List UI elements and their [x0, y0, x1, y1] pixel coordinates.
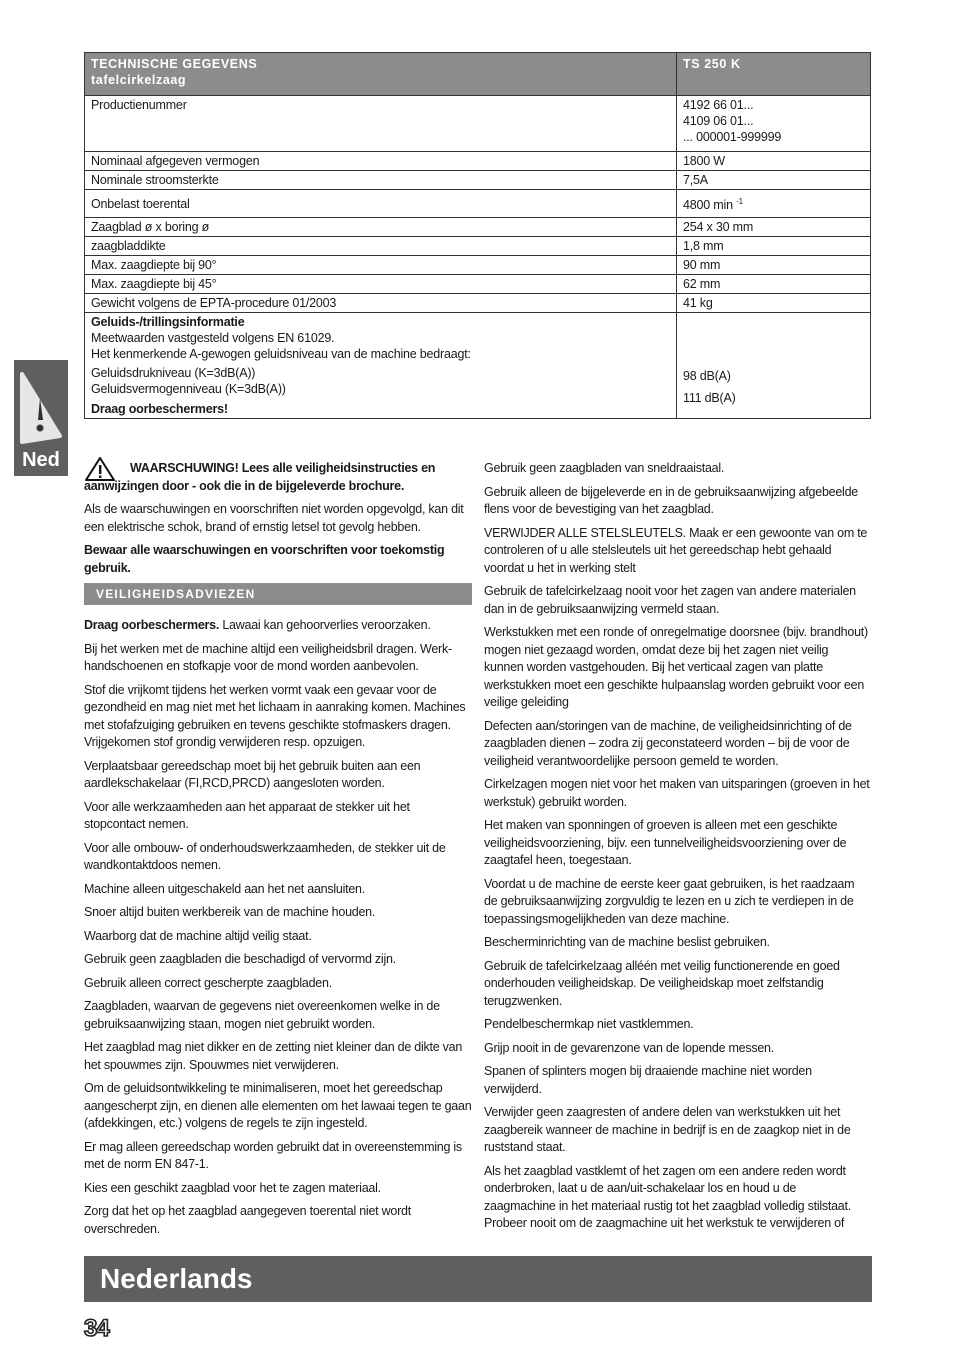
production-number: 4192 66 01... [683, 98, 754, 112]
safety-paragraph: Het maken van sponningen of groeven is alleen met een geschikte veiligheidsvoorziening, bijv. een tunnelveiligheidsvoorziening over de zaagtafel heen, toegestaan. [484, 818, 847, 867]
language-footer-bar [84, 1256, 872, 1302]
safety-paragraph: Verwijder geen zaagresten of andere delen van werkstukken uit het zaagbereik wanneer de machine in bedrijf is en de zaagkop niet in de ruststand staat. [484, 1105, 851, 1154]
noise-power-value: 111 dB(A) [683, 391, 736, 405]
spec-value: 4800 min [683, 198, 733, 213]
spec-label: Onbelast toerental [85, 190, 677, 218]
spec-value-unit-exponent: -1 [736, 196, 743, 206]
production-number: 4109 06 01... [683, 114, 754, 128]
warning-triangle-icon [84, 456, 116, 482]
safety-paragraph: Voordat u de machine de eerste keer gaat gebruiken, is het raadzaam de gebruiksaanwijzing zorgvuldig te lezen en u zich te verdiepen in de toepassingsmogelijkheden van deze machine. [484, 876, 855, 926]
noise-values-cell [677, 313, 871, 419]
spec-value-production [677, 96, 871, 152]
safety-paragraph: Bij het werken met de machine altijd een veiligheidsbril dragen. Werk-handschoenen en stofkapje voor de mond worden aanbevolen. [84, 641, 452, 673]
noise-title: Geluids-/trillingsinformatie [91, 315, 245, 329]
spec-row [85, 256, 871, 275]
safety-paragraph: Als het zaagblad vastklemt of het zagen om een andere reden wordt onderbroken, laat u de aan/uit-schakelaar los en houd u de zaagmachine in het materiaal rustig tot het zaagblad volledig stilstaat. Probeer nooit om de zaagmachine uit het werkstuk te verwijderen of [484, 1163, 851, 1230]
safety-paragraph: Snoer altijd buiten werkbereik van de machine houden. [84, 905, 376, 919]
noise-line: Meetwaarden vastgesteld volgens EN 61029. [91, 331, 335, 345]
safety-paragraph: Waarborg dat de machine altijd veilig staat. [84, 928, 312, 943]
warning-title-line2: aanwijzingen door - ook die in de bijgeleverde brochure. [84, 478, 405, 493]
safety-paragraph: Stof die vrijkomt tijdens het werken vormt vaak een gevaar voor de gezondheid en mag niet met het lichaam in aanraking komen. Machines met stofafzuiging gebruiken en tevens geschikte stofmaskers dragen. Vrijgekomen stof grondig verwijderen resp. opzuigen. [84, 682, 466, 749]
safety-paragraph: Verplaatsbaar gereedschap moet bij het gebruik buiten aan een aardlekschakelaar (FI,RCD,PRCD) aangesloten worden. [84, 758, 421, 790]
warning-heading [84, 460, 472, 495]
spec-row [85, 190, 871, 218]
spec-header-model: TS 250 K [677, 53, 871, 96]
warning-title-line1: WAARSCHUWING! Lees alle veiligheidsinstructies en [130, 461, 436, 475]
spec-label: Productienummer [85, 96, 677, 152]
noise-info-cell [85, 313, 677, 419]
safety-paragraph: Grijp nooit in de gevarenzone van de lopende messen. [484, 1040, 774, 1055]
production-number: ... 000001-999999 [683, 130, 782, 144]
spec-label: Max. zaagdiepte bij 90° [85, 256, 677, 275]
safety-paragraph: Cirkelzagen mogen niet voor het maken van uitsparingen (groeven in het werkstuk) gebruikt worden. [484, 777, 870, 809]
spec-label: Zaagblad ø x boring ø [85, 218, 677, 237]
spec-label: Nominaal afgegeven vermogen [85, 152, 677, 171]
noise-pressure-label: Geluidsdrukniveau (K=3dB(A)) [91, 366, 256, 380]
warning-icon [18, 364, 64, 446]
spec-header-title: TECHNISCHE GEGEVENS [91, 57, 258, 71]
safety-paragraph: Pendelbeschermkap niet vastklemmen. [484, 1017, 694, 1031]
safety-paragraph: Gebruik geen zaagbladen van sneldraaistaal. [484, 461, 725, 475]
spec-row [85, 275, 871, 294]
spec-header-subtitle: tafelcirkelzaag [91, 73, 187, 87]
safety-paragraph: Voor alle werkzaamheden aan het apparaat de stekker uit het stopcontact nemen. [84, 799, 410, 831]
ear-protection-paragraph [84, 617, 472, 635]
spec-row [85, 152, 871, 171]
spec-header-title-cell [85, 53, 677, 96]
spec-value: 7,5A [677, 171, 871, 190]
warning-text: Als de waarschuwingen en voorschriften niet worden opgevolgd, kan dit een elektrische schok, brand of ernstig letsel tot gevolg hebben. [84, 502, 464, 534]
spec-row [85, 171, 871, 190]
spec-row [85, 237, 871, 256]
spec-header-row [85, 53, 871, 96]
language-side-tab [14, 360, 68, 476]
spec-value: 90 mm [677, 256, 871, 275]
spec-label: Max. zaagdiepte bij 45° [85, 275, 677, 294]
safety-paragraph: Het zaagblad mag niet dikker en de zetting niet kleiner dan de dikte van het spouwmes zijn. Spouwmes niet verwijderen. [84, 1040, 463, 1072]
spec-label: Nominale stroomsterkte [85, 171, 677, 190]
spec-row-production [85, 96, 871, 152]
ear-protection-bold: Draag oorbeschermers. [84, 618, 220, 632]
spec-value: 1800 W [677, 152, 871, 171]
spec-label: Gewicht volgens de EPTA-procedure 01/2003 [85, 294, 677, 313]
safety-paragraph: Gebruik de tafelcirkelzaag nooit voor het zagen van andere materialen dan in de gebruiksaanwijzing vermeld staan. [484, 584, 856, 616]
safety-paragraph: Om de geluidsontwikkeling te minimaliseren, moet het gereedschap aangescherpt zijn, en dienen alle elementen om het lawaai tegen te gaan (afdekkingen, etc.) volgens de regels te zijn ingesteld. [84, 1081, 472, 1130]
spec-value: 41 kg [677, 294, 871, 313]
page-number: 34 [84, 1315, 109, 1342]
keep-instructions-text: Bewaar alle waarschuwingen en voorschriften voor toekomstig gebruik. [84, 543, 445, 575]
safety-paragraph: Kies een geschikt zaagblad voor het te zagen materiaal. [84, 1180, 381, 1195]
spec-row-noise [85, 313, 871, 419]
safety-paragraph: Voor alle ombouw- of onderhoudswerkzaamheden, de stekker uit de wandkontaktdoos nemen. [84, 840, 446, 872]
safety-paragraph: Defecten aan/storingen van de machine, de veiligheidsinrichting of de zaagbladen dienen – zodra zij geconstateerd worden – bij de voor de veiligheid verantwoordelijke persoon gemeld te worden. [484, 718, 852, 768]
safety-paragraph: Zorg dat het op het zaagblad aangegeven toerental niet wordt overschreden. [84, 1204, 411, 1236]
safety-paragraph: Spanen of splinters mogen bij draaiende machine niet worden verwijderd. [484, 1064, 812, 1096]
safety-paragraph: Er mag alleen gereedschap worden gebruikt dat in overeenstemming is met de norm EN 847-1. [84, 1139, 462, 1171]
noise-power-label: Geluidsvermogenniveau (K=3dB(A)) [91, 382, 286, 396]
noise-pressure-value: 98 dB(A) [683, 369, 731, 383]
section-title-safety: VEILIGHEIDSADVIEZEN [84, 583, 472, 605]
safety-paragraph: Bescherminrichting van de machine beslist gebruiken. [484, 935, 770, 949]
ear-protection-rest: Lawaai kan gehoorverlies veroorzaken. [219, 618, 431, 632]
side-tab-label: Ned [22, 449, 60, 471]
safety-paragraph: Gebruik geen zaagbladen die beschadigd of vervormd zijn. [84, 952, 396, 966]
safety-paragraph: Gebruik de tafelcirkelzaag alléén met veilig functionerende en goed onderhouden veiligheidskap. De veiligheidskap moet zelfstandig terugzwenken. [484, 958, 840, 1008]
safety-paragraph: Gebruik alleen correct gescherpte zaagbladen. [84, 975, 332, 990]
spec-table [84, 52, 871, 419]
spec-row [85, 218, 871, 237]
safety-paragraph: VERWIJDER ALLE STELSLEUTELS. Maak er een gewoonte van om te controleren of u alle stelsleutels uit het gereedschap hebt gehaald voordat u het in werking stelt [484, 525, 868, 575]
spec-value: 62 mm [677, 275, 871, 294]
safety-paragraph: Machine alleen uitgeschakeld aan het net aansluiten. [84, 881, 365, 896]
right-column [484, 460, 870, 1239]
language-title: Nederlands [100, 1263, 253, 1294]
spec-value-speed [677, 190, 871, 218]
spec-row [85, 294, 871, 313]
safety-paragraph: Gebruik alleen de bijgeleverde en in de gebruiksaanwijzing afgebeelde flens voor de bevestiging van het zaagblad. [484, 484, 858, 516]
safety-paragraph: Zaagbladen, waarvan de gegevens niet overeenkomen welke in de gebruiksaanwijzing staan, mogen niet gebruikt worden. [84, 999, 440, 1031]
spec-label: zaagbladdikte [85, 237, 677, 256]
spec-value: 254 x 30 mm [677, 218, 871, 237]
safety-paragraph: Werkstukken met een ronde of onregelmatige doorsnee (bijv. brandhout) mogen niet gezaagd worden, omdat deze bij het zagen niet veilig kunnen worden vastgehouden. Bij het verticaal zagen van platte werkstukken moet een geschikte hulpaanslag worden gebruikt voor een veilige geleiding [484, 625, 868, 709]
spec-value: 1,8 mm [677, 237, 871, 256]
noise-line: Het kenmerkende A-gewogen geluidsniveau van de machine bedraagt: [91, 347, 471, 361]
ear-protection-note: Draag oorbeschermers! [91, 402, 228, 416]
left-column [84, 460, 472, 1244]
